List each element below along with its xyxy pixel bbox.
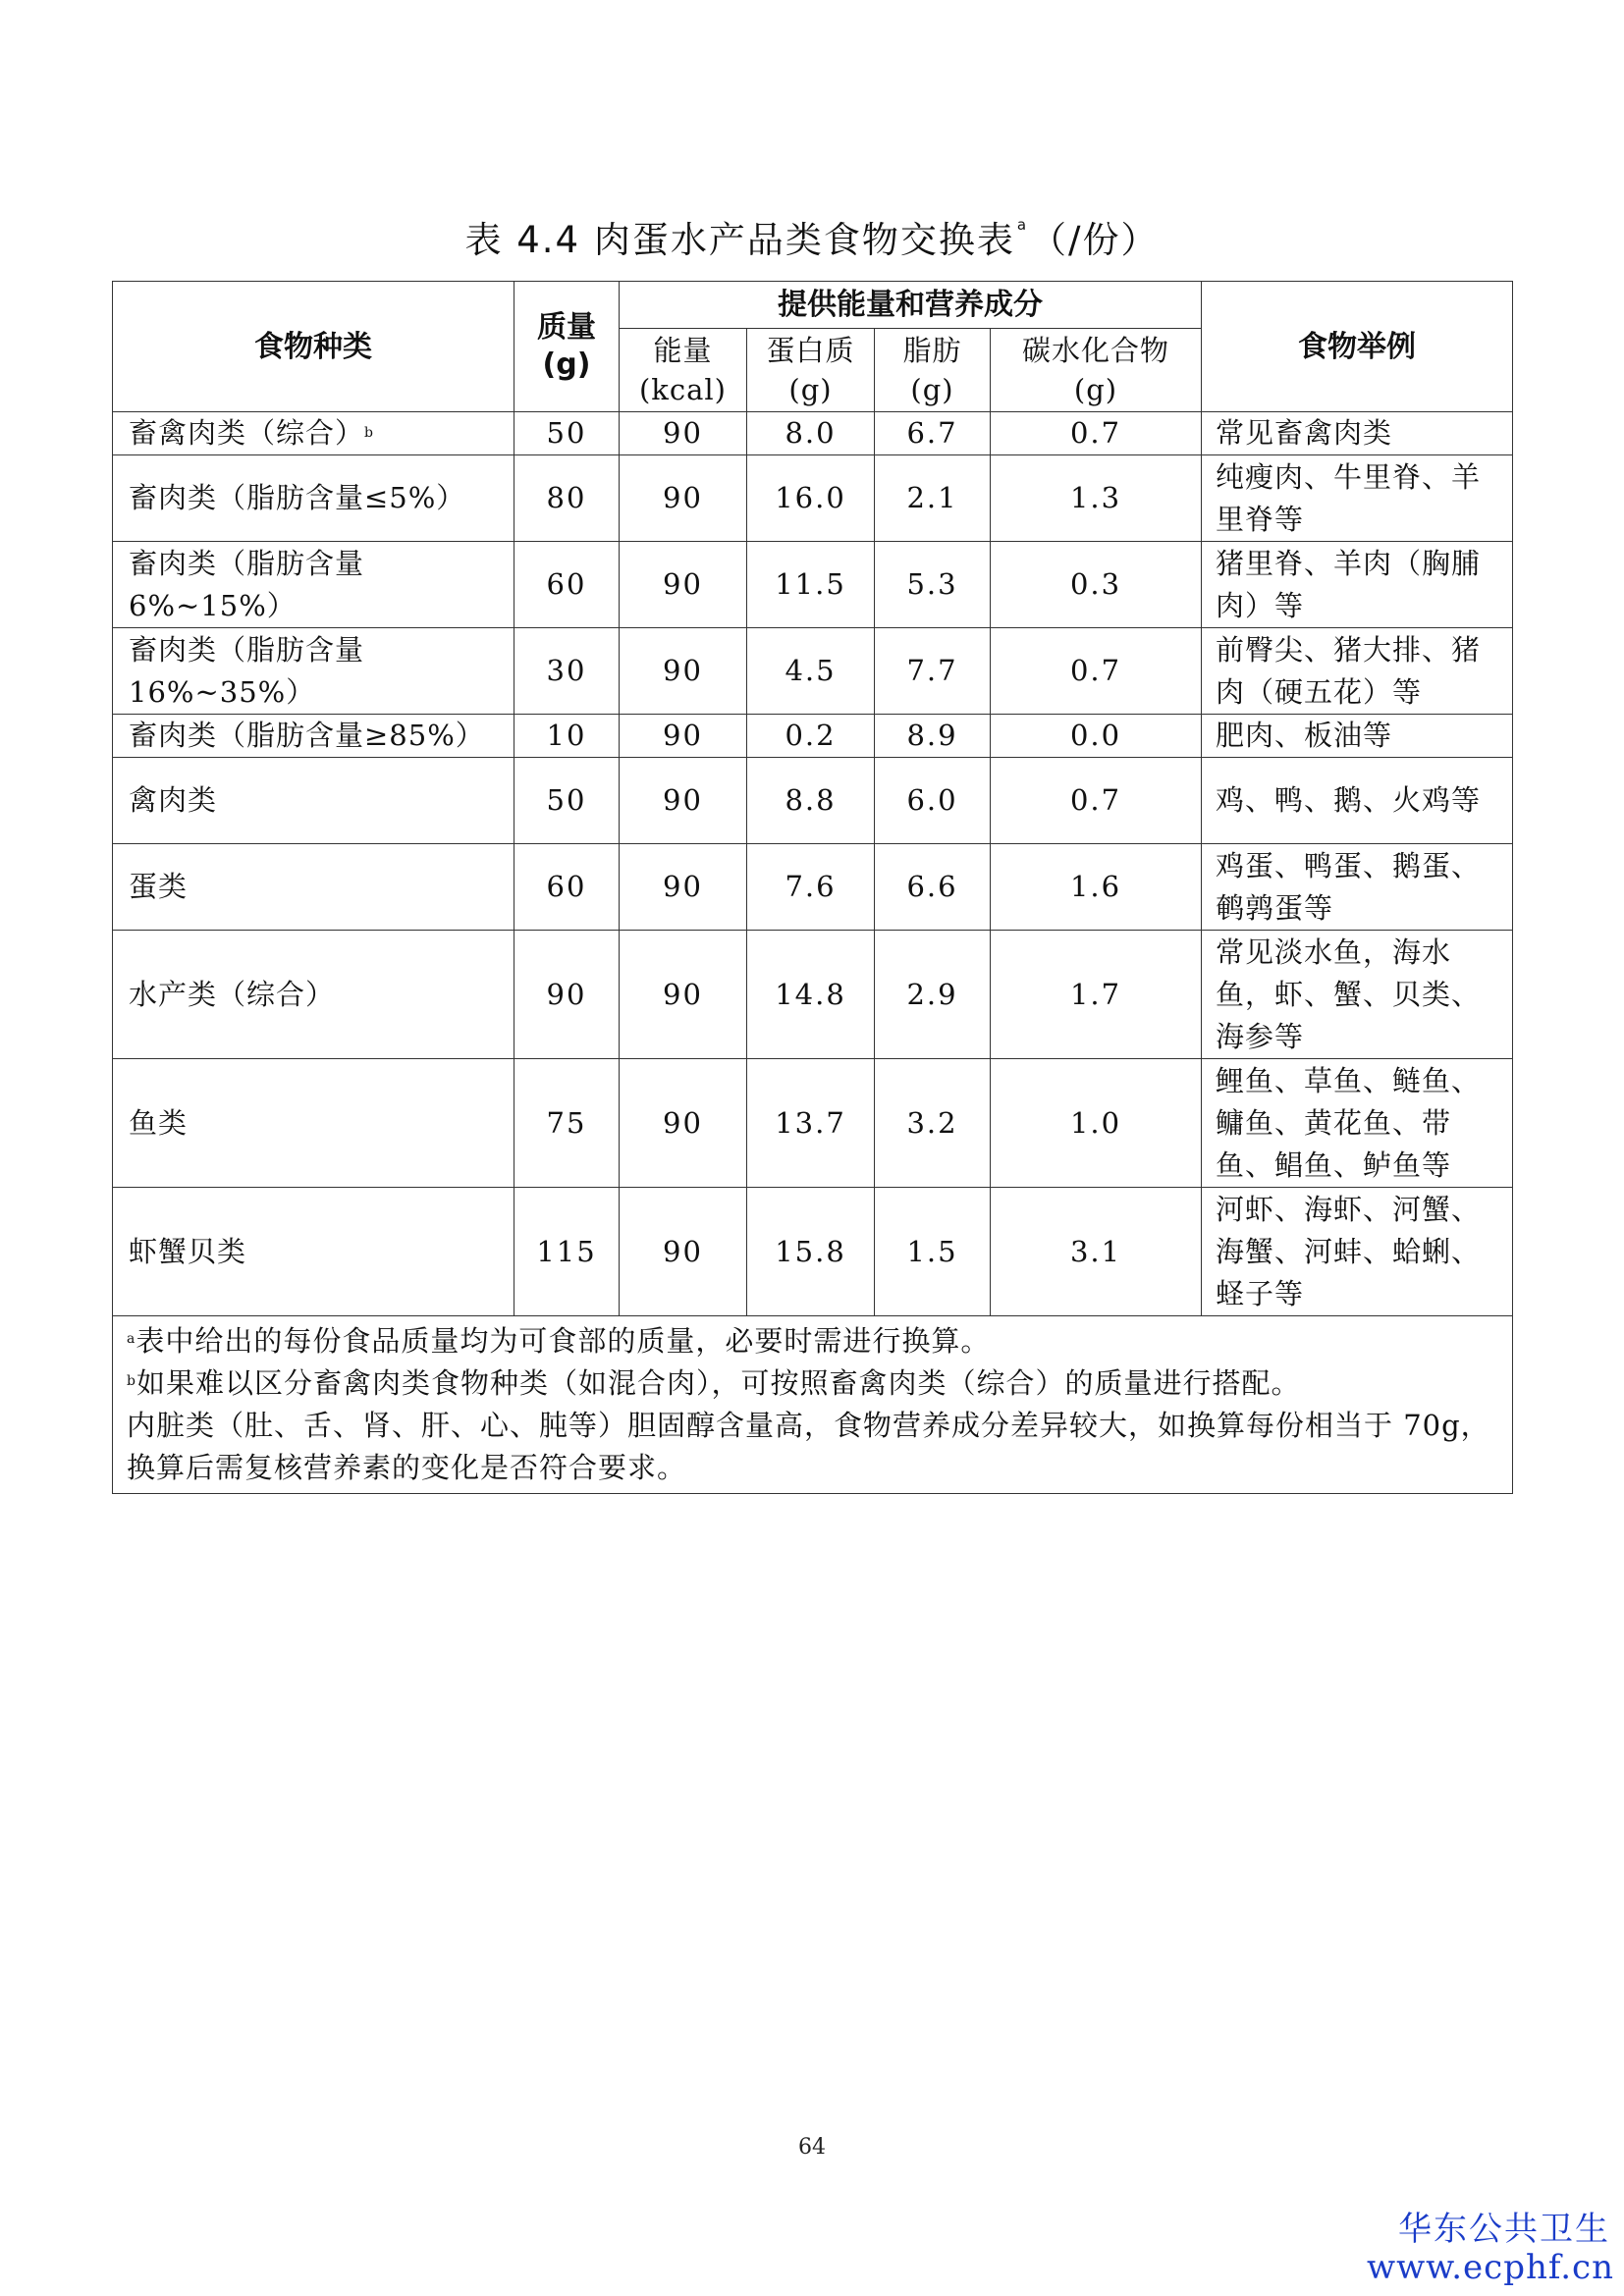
table-row: [113, 542, 1513, 628]
header-protein: [747, 329, 875, 412]
header-row-1: [113, 282, 1513, 329]
row-fat: 6.7: [875, 412, 991, 455]
row-protein: 7.6: [747, 844, 875, 931]
header-fat: [875, 329, 991, 412]
row-weight: 30: [514, 628, 620, 715]
header-weight-label: 质量: [537, 310, 596, 345]
row-energy: 90: [620, 844, 747, 931]
row-protein: 0.2: [747, 715, 875, 758]
row-examples: 鲤鱼、草鱼、鲢鱼、鳙鱼、黄花鱼、带鱼、鲳鱼、鲈鱼等: [1202, 1059, 1513, 1188]
row-energy: 90: [620, 1059, 747, 1188]
row-fat: 2.1: [875, 455, 991, 542]
title-footnote-mark: a: [1016, 216, 1029, 234]
table-row: [113, 628, 1513, 715]
row-weight: 60: [514, 844, 620, 931]
row-fat: 8.9: [875, 715, 991, 758]
note-a-text: 表中给出的每份食品质量均为可食部的质量，必要时需进行换算。: [135, 1324, 991, 1358]
row-energy: 90: [620, 1188, 747, 1316]
row-energy: 90: [620, 715, 747, 758]
row-protein: 8.0: [747, 412, 875, 455]
table-row: [113, 758, 1513, 844]
row-weight: 115: [514, 1188, 620, 1316]
row-category: 畜肉类（脂肪含量≥85%）: [113, 715, 514, 758]
header-carb-label: 碳水化合物: [1021, 334, 1169, 367]
table-row: [113, 1188, 1513, 1316]
row-category: 畜肉类（脂肪含量≤5%）: [113, 455, 514, 542]
row-carb: 1.3: [991, 455, 1202, 542]
row-category: 蛋类: [113, 844, 514, 931]
row-carb: 1.0: [991, 1059, 1202, 1188]
row-carb: 0.0: [991, 715, 1202, 758]
header-weight: [514, 282, 620, 412]
header-energy: [620, 329, 747, 412]
note-a-mark: a: [127, 1331, 136, 1347]
food-exchange-table: [112, 281, 1513, 1494]
row-category: 虾蟹贝类: [113, 1188, 514, 1316]
header-weight-unit: (g): [542, 347, 591, 382]
row-weight: 60: [514, 542, 620, 628]
row-carb: 3.1: [991, 1188, 1202, 1316]
watermark-name: 华东公共卫生: [1398, 2210, 1610, 2249]
table-row: [113, 931, 1513, 1059]
row-fat: 5.3: [875, 542, 991, 628]
row-footnote-mark: b: [364, 425, 374, 441]
row-examples: 肥肉、板油等: [1202, 715, 1513, 758]
row-category: 畜肉类（脂肪含量 6%~15%）: [113, 542, 514, 628]
table-title-suffix: （/份）: [1030, 219, 1160, 261]
row-carb: 0.7: [991, 758, 1202, 844]
watermark-url: www.ecphf.cn: [1366, 2248, 1614, 2287]
header-energy-unit: (kcal): [638, 373, 727, 406]
row-carb: 0.7: [991, 412, 1202, 455]
table-row: [113, 455, 1513, 542]
header-protein-unit: (g): [788, 373, 833, 406]
row-weight: 10: [514, 715, 620, 758]
row-examples: 鸡、鸭、鹅、火鸡等: [1202, 758, 1513, 844]
row-examples: 鸡蛋、鸭蛋、鹅蛋、鹌鹑蛋等: [1202, 844, 1513, 931]
page-number: 64: [798, 2135, 826, 2160]
header-fat-unit: (g): [910, 373, 954, 406]
row-energy: 90: [620, 455, 747, 542]
row-category-text: 畜禽肉类（综合）: [129, 416, 365, 450]
row-examples: 猪里脊、羊肉（胸脯肉）等: [1202, 542, 1513, 628]
header-energy-label: 能量: [653, 334, 713, 367]
row-energy: 90: [620, 628, 747, 715]
note-c: 内脏类（肚、舌、肾、肝、心、肫等）胆固醇含量高，食物营养成分差异较大，如换算每份相当于 70g，换算后需复核营养素的变化是否符合要求。: [127, 1409, 1490, 1484]
row-energy: 90: [620, 412, 747, 455]
header-examples: 食物举例: [1202, 282, 1513, 412]
row-examples: 前臀尖、猪大排、猪肉（硬五花）等: [1202, 628, 1513, 715]
row-fat: 1.5: [875, 1188, 991, 1316]
row-fat: 3.2: [875, 1059, 991, 1188]
row-carb: 0.7: [991, 628, 1202, 715]
header-carb-unit: (g): [1073, 373, 1118, 406]
note-b: [127, 1362, 1498, 1405]
row-carb: 1.6: [991, 844, 1202, 931]
row-protein: 15.8: [747, 1188, 875, 1316]
row-weight: 50: [514, 758, 620, 844]
row-protein: 11.5: [747, 542, 875, 628]
row-examples: 常见淡水鱼，海水鱼，虾、蟹、贝类、海参等: [1202, 931, 1513, 1059]
row-examples: 纯瘦肉、牛里脊、羊里脊等: [1202, 455, 1513, 542]
table-title-text: 表 4.4 肉蛋水产品类食物交换表: [464, 219, 1015, 261]
row-weight: 90: [514, 931, 620, 1059]
row-protein: 8.8: [747, 758, 875, 844]
row-protein: 4.5: [747, 628, 875, 715]
row-protein: 16.0: [747, 455, 875, 542]
row-weight: 50: [514, 412, 620, 455]
row-weight: 80: [514, 455, 620, 542]
table-row: [113, 412, 1513, 455]
table-row: [113, 844, 1513, 931]
header-carb: [991, 329, 1202, 412]
table-notes: [113, 1316, 1513, 1494]
row-category: 水产类（综合）: [113, 931, 514, 1059]
header-category: 食物种类: [113, 282, 514, 412]
table-title: [0, 210, 1624, 263]
header-protein-label: 蛋白质: [766, 334, 855, 367]
row-protein: 13.7: [747, 1059, 875, 1188]
row-category: 禽肉类: [113, 758, 514, 844]
row-carb: 0.3: [991, 542, 1202, 628]
row-category: 鱼类: [113, 1059, 514, 1188]
row-carb: 1.7: [991, 931, 1202, 1059]
row-fat: 2.9: [875, 931, 991, 1059]
row-weight: 75: [514, 1059, 620, 1188]
notes-row: [113, 1316, 1513, 1494]
row-fat: 7.7: [875, 628, 991, 715]
row-fat: 6.0: [875, 758, 991, 844]
table-row: [113, 715, 1513, 758]
row-energy: 90: [620, 931, 747, 1059]
row-examples: 河虾、海虾、河蟹、海蟹、河蚌、蛤蜊、蛏子等: [1202, 1188, 1513, 1316]
note-a: [127, 1320, 1498, 1362]
row-category: [113, 412, 514, 455]
row-examples: 常见畜禽肉类: [1202, 412, 1513, 455]
row-protein: 14.8: [747, 931, 875, 1059]
header-nutrition-group: 提供能量和营养成分: [620, 282, 1202, 329]
row-category: 畜肉类（脂肪含量 16%~35%）: [113, 628, 514, 715]
note-b-mark: b: [127, 1373, 136, 1389]
note-b-text: 如果难以区分畜禽肉类食物种类（如混合肉），可按照畜禽肉类（综合）的质量进行搭配。: [135, 1366, 1301, 1400]
table-row: [113, 1059, 1513, 1188]
row-fat: 6.6: [875, 844, 991, 931]
row-energy: 90: [620, 542, 747, 628]
header-fat-label: 脂肪: [902, 334, 962, 367]
row-energy: 90: [620, 758, 747, 844]
